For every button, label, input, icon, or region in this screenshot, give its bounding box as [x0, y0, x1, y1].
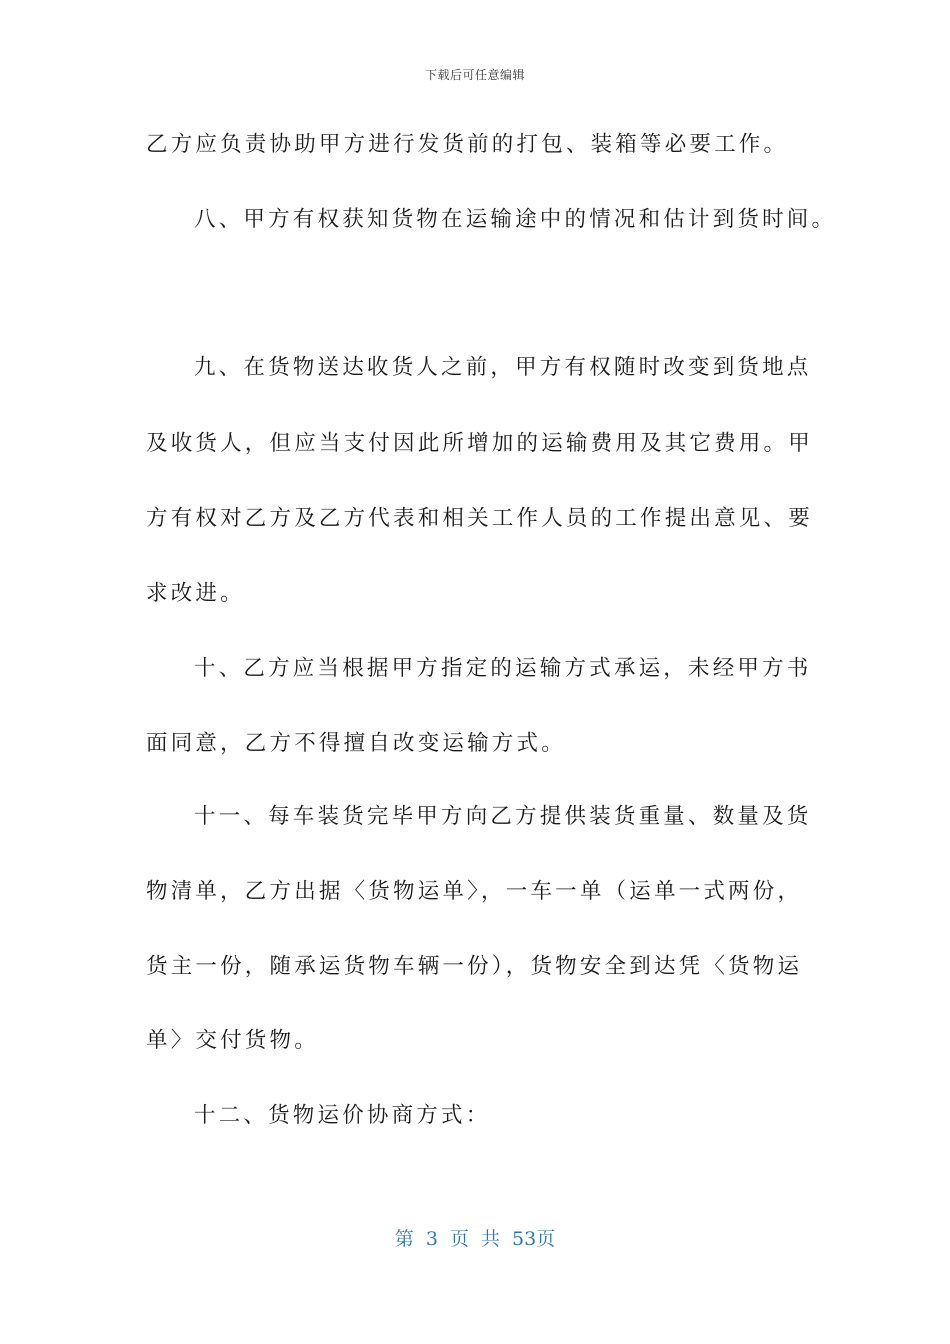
body-line: 货主一份，随承运货物车辆一份），货物安全到达凭〈货物运: [146, 954, 803, 979]
body-line: 单〉交付货物。: [146, 1028, 319, 1053]
body-line: 方有权对乙方及乙方代表和相关工作人员的工作提出意见、要: [146, 506, 813, 531]
body-line: 乙方应负责协助甲方进行发货前的打包、装箱等必要工作。: [146, 132, 789, 157]
body-line: 十、乙方应当根据甲方指定的运输方式承运，未经甲方书: [194, 656, 812, 681]
body-line: 物清单，乙方出据〈货物运单〉，一车一单（运单一式两份，: [146, 879, 803, 904]
page-header: 下载后可任意编辑: [424, 68, 525, 82]
body-line: 面同意，乙方不得擅自改变运输方式。: [146, 731, 566, 756]
page-number: 第 3 页 共 53页: [394, 1228, 556, 1250]
body-line: 八、甲方有权获知货物在运输途中的情况和估计到货时间。: [194, 207, 837, 232]
body-line: 十一、每车装货完毕甲方向乙方提供装货重量、数量及货: [194, 804, 812, 829]
body-line: 九、在货物送达收货人之前，甲方有权随时改变到货地点: [194, 355, 812, 380]
body-line: 求改进。: [146, 581, 245, 606]
body-line: 及收货人，但应当支付因此所增加的运输费用及其它费用。甲: [146, 431, 813, 456]
body-line: 十二、货物运价协商方式：: [194, 1103, 491, 1128]
